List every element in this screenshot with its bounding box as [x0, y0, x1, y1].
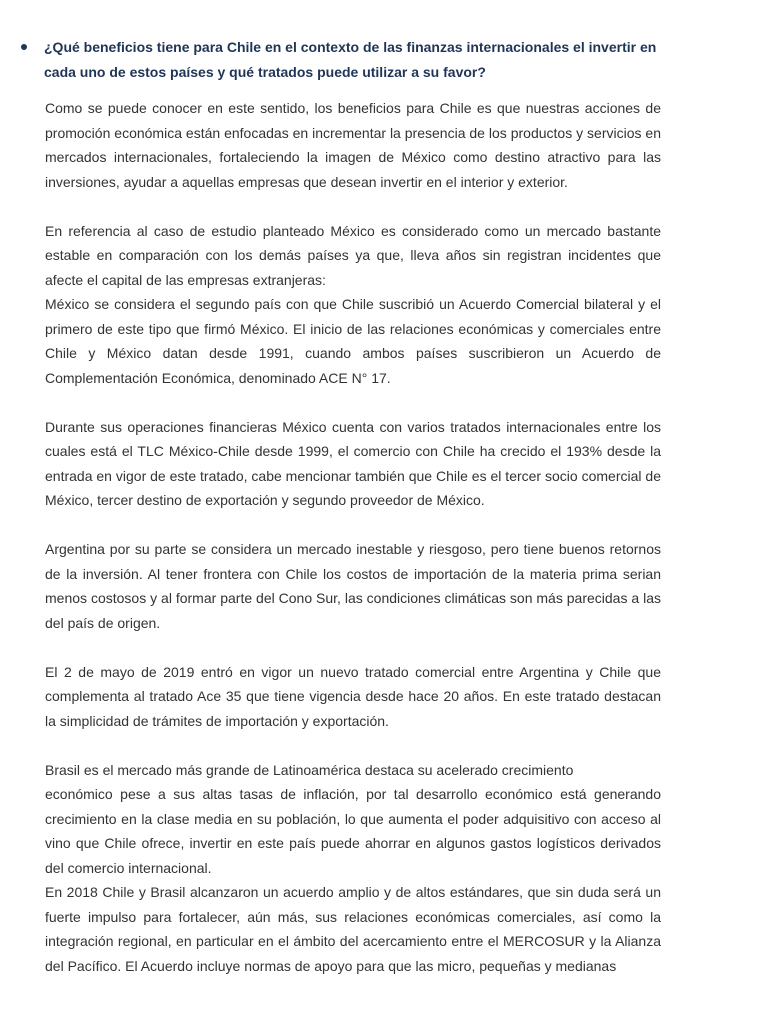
document-body: [45, 96, 661, 978]
paragraph-argentina-market: Argentina por su parte se considera un mercado inestable y riesgoso, pero tiene buenos retornos de la inversión. Al tener frontera con Chile los costos de importación de la materia prima serian menos costosos y al formar parte del Cono Sur, las condiciones climáticas son más parecidas a las del país de origen.: [45, 541, 661, 631]
paragraph-mexico-agreement: México se considera el segundo país con que Chile suscribió un Acuerdo Comercial bilateral y el primero de este tipo que firmó México. El inicio de las relaciones económicas y comerciales entre Chile y México datan desde 1991, cuando ambos países suscribieron un Acuerdo de Complementación Económica, denominado ACE N° 17.: [45, 296, 661, 386]
paragraph-argentina-treaty: El 2 de mayo de 2019 entró en vigor un nuevo tratado comercial entre Argentina y Chile que complementa al tratado Ace 35 que tiene vigencia desde hace 20 años. En este tratado destacan la simplicidad de trámites de importación y exportación.: [45, 663, 661, 729]
paragraph-mexico-treaties: Durante sus operaciones financieras México cuenta con varios tratados internacionales entre los cuales está el TLC México-Chile desde 1999, el comercio con Chile ha crecido el 193% desde la entrada en vigor de este tratado, cabe mencionar también que Chile es el tercer socio comercial de México, tercer destino de exportación y segundo proveedor de México.: [45, 418, 661, 508]
paragraph-benefits: Como se puede conocer en este sentido, los beneficios para Chile es que nuestras acciones de promoción económica están enfocadas en incrementar la presencia de los productos y servicios en mercados internacionales, fortaleciendo la imagen de México como destino atractivo para las inversiones, ayudar a aquellas empresas que desean invertir en el interior y exterior.: [45, 100, 661, 190]
paragraph-brasil-market: económico pese a sus altas tasas de inflación, por tal desarrollo económico está generando crecimiento en la clase media en su población, lo que aumenta el poder adquisitivo con acceso al vino que Chile ofrece, invertir en este país puede ahorrar en algunos gastos logísticos derivados del comercio internacional.: [45, 786, 661, 876]
paragraph-gap: [45, 635, 661, 660]
paragraph-gap: [45, 733, 661, 758]
question-heading: ¿Qué beneficios tiene para Chile en el contexto de las finanzas internacionales el invertir en cada uno de estos países y qué tratados puede utilizar a su favor?: [44, 39, 657, 80]
paragraph-gap: [45, 194, 661, 219]
bullet-point-icon: [21, 44, 27, 50]
paragraph-gap: [45, 513, 661, 538]
paragraph-brasil-intro: Brasil es el mercado más grande de Latinoamérica destaca su acelerado crecimiento: [45, 761, 574, 778]
paragraph-mexico-stability: En referencia al caso de estudio planteado México es considerado como un mercado bastante estable en comparación con los demás países ya que, lleva años sin registran incidentes que afecte el capital de las empresas extranjeras:: [45, 222, 661, 288]
paragraph-brasil-agreement: En 2018 Chile y Brasil alcanzaron un acuerdo amplio y de altos estándares, que sin duda será un fuerte impulso para fortalecer, aún más, sus relaciones económicas comerciales, así como la integración regional, en particular en el ámbito del acercamiento entre el MERCOSUR y la Alianza del Pacífico. El Acuerdo incluye normas de apoyo para que las micro, pequeñas y medianas: [45, 884, 661, 974]
paragraph-gap: [45, 390, 661, 415]
